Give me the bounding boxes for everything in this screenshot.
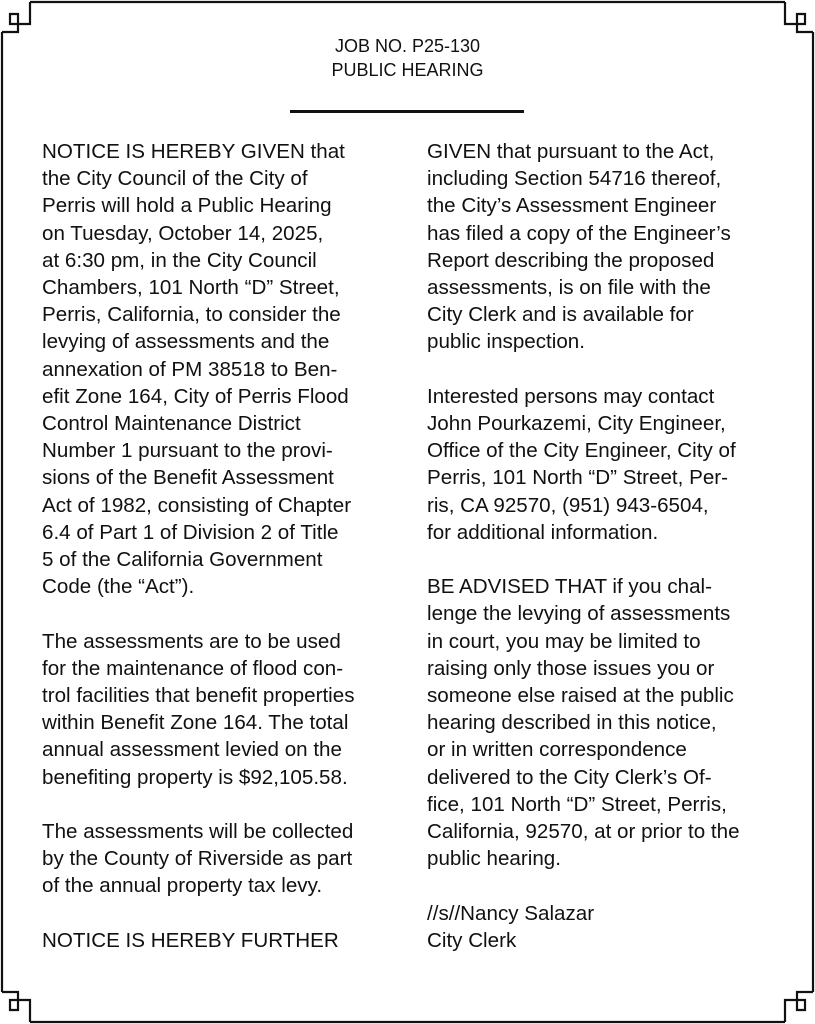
header-divider [290,110,524,113]
text-line: or in written correspondence [427,738,687,762]
text-line: John Pourkazemi, City Engineer, [427,412,726,436]
text-line: delivered to the City Clerk’s Of- [427,765,712,789]
text-line: by the County of Riverside as part [42,847,353,871]
text-line: at 6:30 pm, in the City Council [42,248,317,272]
text-line: annual assessment levied on the [42,738,342,762]
text-line: Interested persons may contact [427,384,715,408]
text-line: levying of assessments and the [42,330,330,354]
text-line: NOTICE IS HEREBY GIVEN that [42,140,345,163]
text-line: 5 of the California Government [42,548,323,572]
text-line: in court, you may be limited to [427,629,701,653]
text-line: has filed a copy of the Engineer’s [427,221,731,245]
text-line: for additional information. [427,520,659,544]
text-line: Perris, 101 North “D” Street, Per- [427,466,728,490]
paragraph-contact [427,383,787,546]
text-line: ris, CA 92570, (951) 943-6504, [427,493,709,517]
corner-ornament-bottom-left [2,992,30,1022]
text-line: lenge the levying of assessments [427,602,731,626]
text-line: Report describing the proposed [427,248,715,272]
corner-ornament-bottom-right [785,992,813,1022]
text-line: GIVEN that pursuant to the Act, [427,140,715,163]
text-line: NOTICE IS HEREBY FURTHER [42,928,339,952]
text-line: sions of the Benefit Assessment [42,466,334,490]
paragraph-be-advised [427,573,787,872]
paragraph-assessment-use [42,628,402,791]
text-line: within Benefit Zone 164. The total [42,711,349,735]
text-line: assessments, is on file with the [427,276,711,300]
text-line: someone else raised at the public [427,684,734,708]
text-line: for the maintenance of flood con- [42,656,344,680]
text-line: City Clerk and is available for [427,303,694,327]
right-column [427,138,787,954]
notice-subtitle: PUBLIC HEARING [331,60,484,80]
signature-title: City Clerk [427,928,517,952]
text-line: 6.4 of Part 1 of Division 2 of Title [42,520,339,544]
text-line: The assessments are to be used [42,629,341,653]
text-line: public hearing. [427,847,561,871]
signature-name: //s//Nancy Salazar [427,901,595,925]
text-line: the City Council of the City of [42,167,308,191]
paragraph-further-notice [42,927,402,954]
text-line: Perris will hold a Public Hearing [42,194,332,218]
text-line: on Tuesday, October 14, 2025, [42,221,324,245]
text-line: raising only those issues you or [427,656,715,680]
paragraph-engineer-report [427,138,787,356]
text-line: Chambers, 101 North “D” Street, [42,276,340,300]
notice-header [0,34,815,82]
text-line: Act of 1982, consisting of Chapter [42,493,352,517]
text-line: Control Maintenance District [42,412,301,436]
text-line: Perris, California, to consider the [42,303,341,327]
left-column [42,138,402,954]
text-line: Number 1 pursuant to the provi- [42,439,333,463]
signature-block [427,900,787,954]
text-line: BE ADVISED THAT if you chal- [427,575,712,599]
text-line: annexation of PM 38518 to Ben- [42,357,338,381]
text-line: of the annual property tax levy. [42,874,323,898]
text-line: Office of the City Engineer, City of [427,439,736,463]
text-line: efit Zone 164, City of Perris Flood [42,384,349,408]
paragraph-notice-hearing [42,138,402,600]
text-line: hearing described in this notice, [427,711,717,735]
paragraph-collection [42,818,402,900]
text-line: California, 92570, at or prior to the [427,820,740,844]
text-line: Code (the “Act”). [42,575,195,599]
text-line: trol facilities that benefit properties [42,684,355,708]
text-line: benefiting property is $92,105.58. [42,765,348,789]
text-line: The assessments will be collected [42,820,354,844]
job-number: JOB NO. P25-130 [334,36,481,56]
text-line: public inspection. [427,330,585,354]
text-line: the City’s Assessment Engineer [427,194,717,218]
corner-ornament-top-left [2,2,30,32]
text-line: including Section 54716 thereof, [427,167,722,191]
text-line: fice, 101 North “D” Street, Perris, [427,792,727,816]
corner-ornament-top-right [785,2,813,32]
